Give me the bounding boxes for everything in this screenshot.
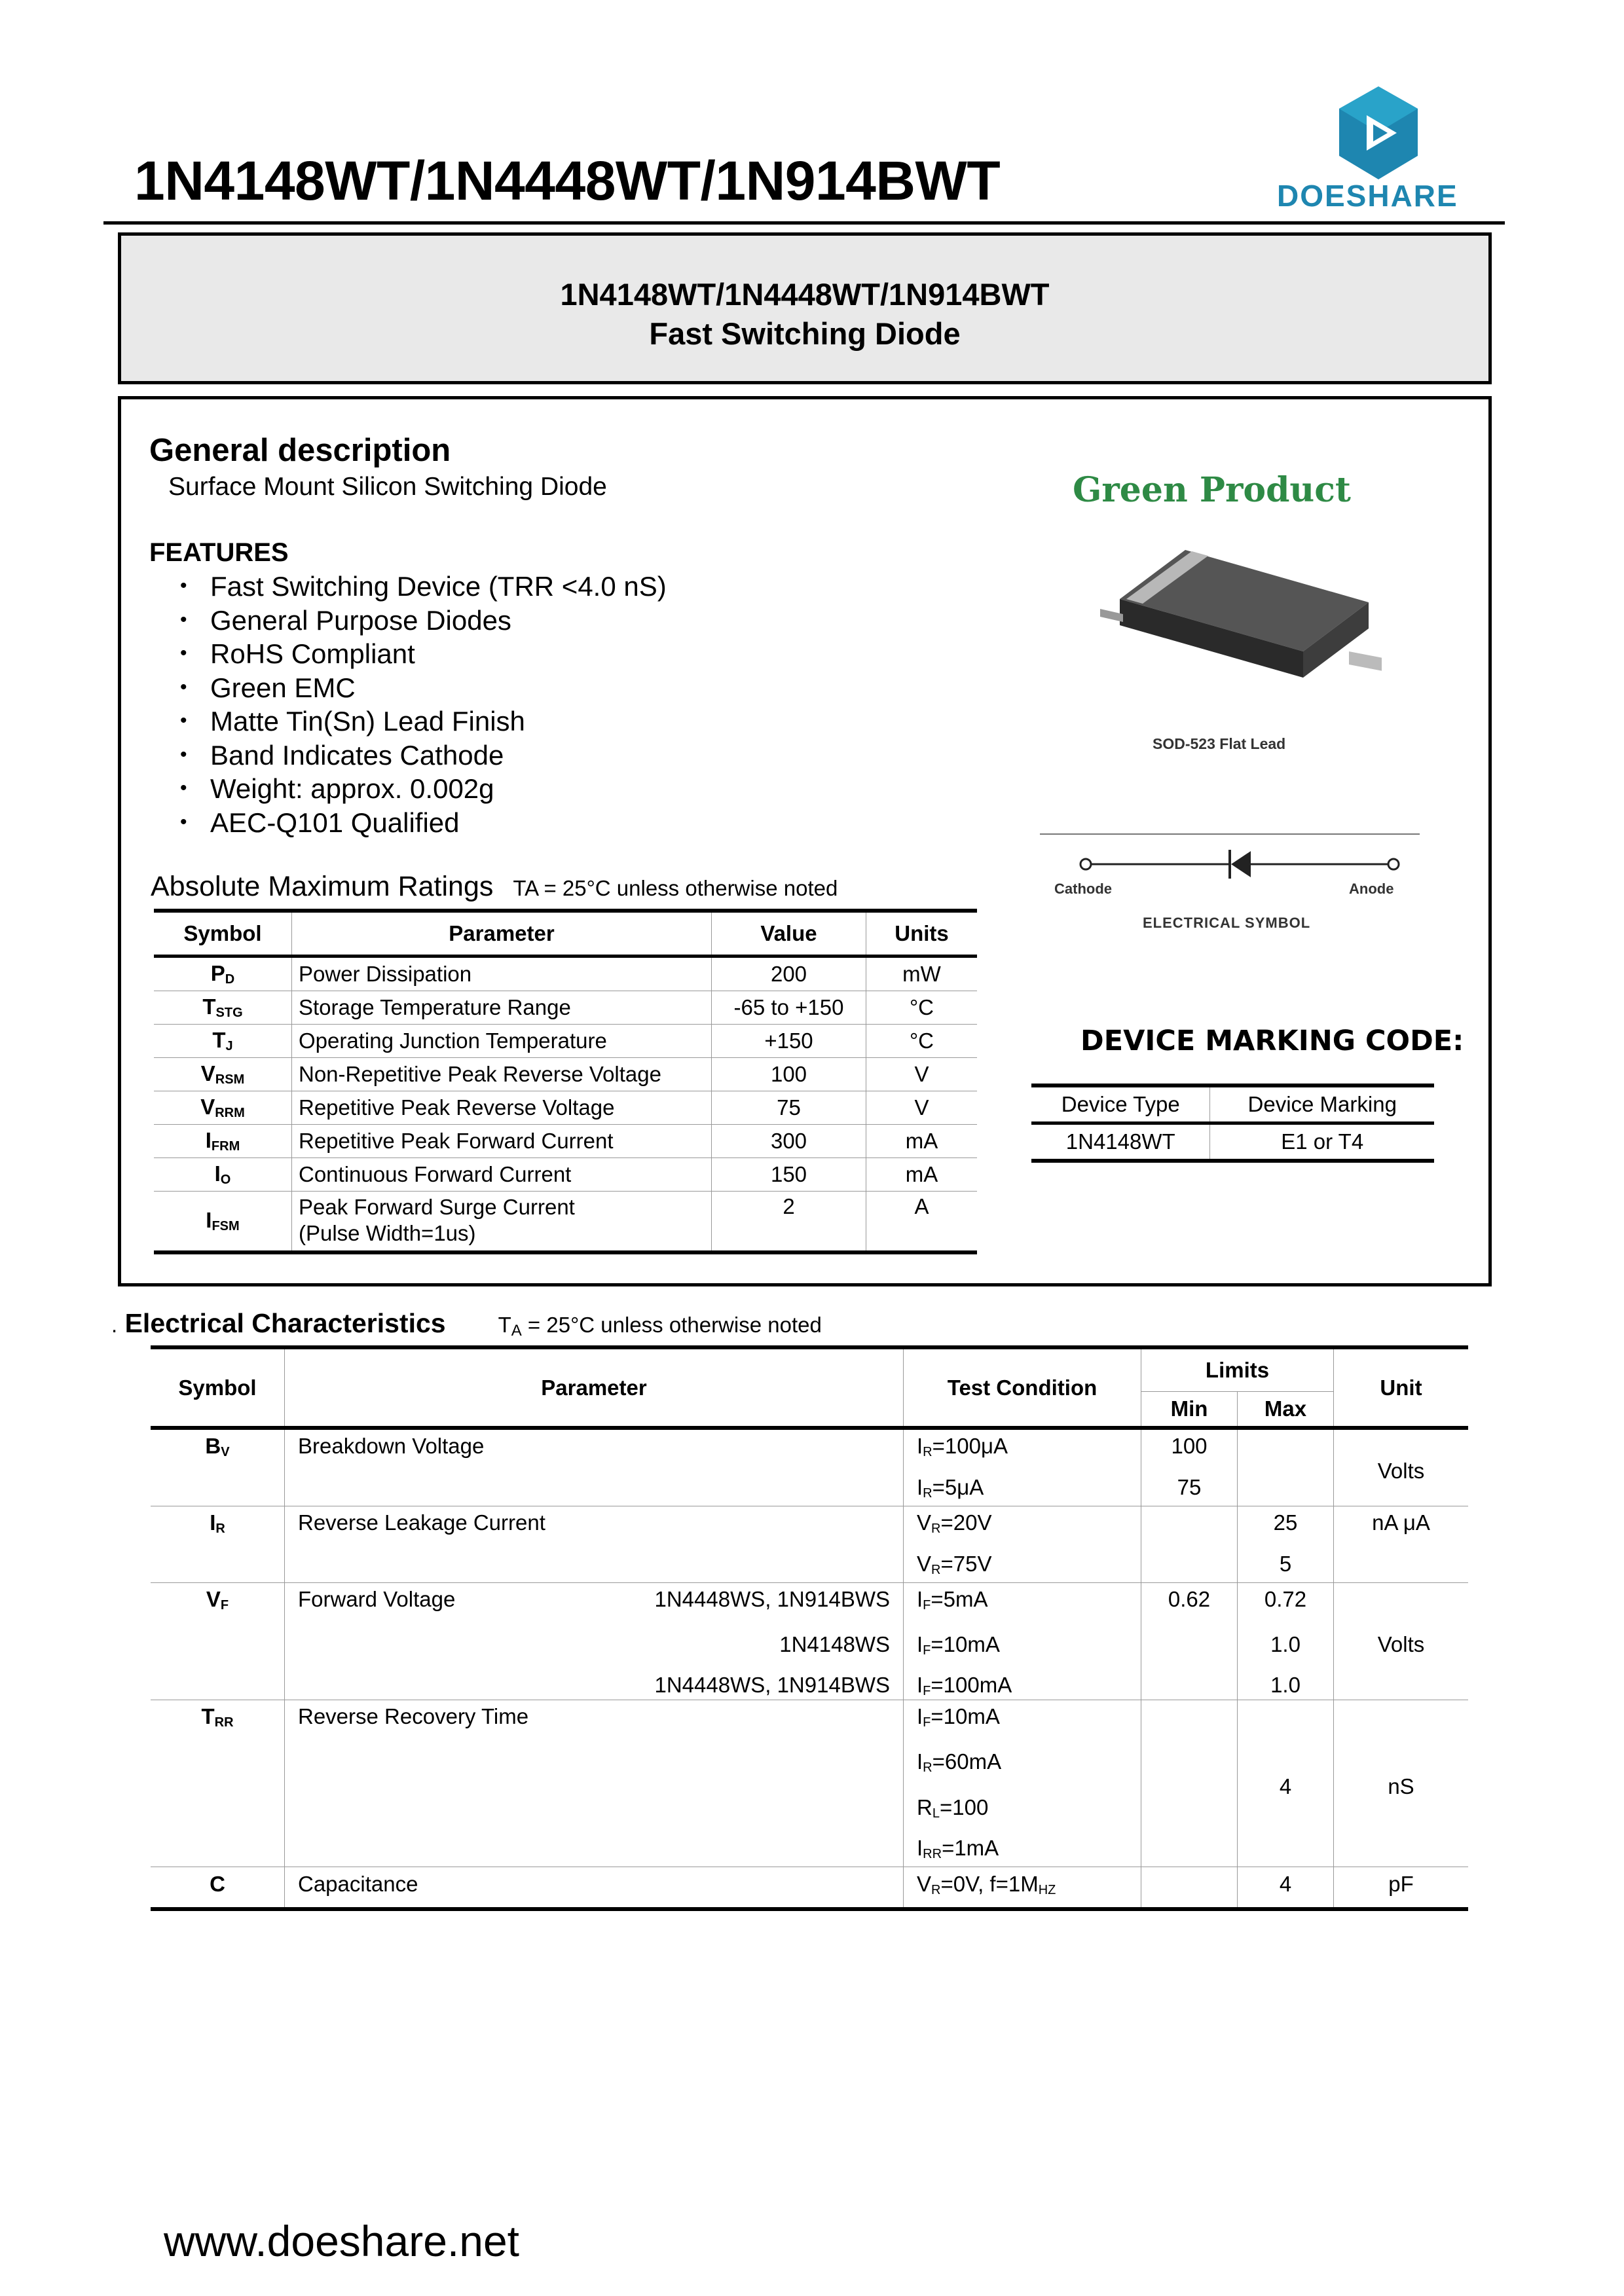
- general-description-text: Surface Mount Silicon Switching Diode: [168, 473, 607, 501]
- table-row: [154, 1192, 977, 1253]
- col-min: Min: [1141, 1392, 1238, 1429]
- table-row: [154, 1125, 977, 1158]
- condition-cell: $I_F=5mA$ $I_F=10mA$ $I_F=100mA$: [904, 1583, 1141, 1700]
- abs-max-ratings-heading: [151, 871, 838, 903]
- unit-cell: °C: [866, 991, 978, 1025]
- max-cell: 0.72 1.0 1.0: [1238, 1583, 1334, 1700]
- feature-item: • Weight: approx. 0.002g: [180, 772, 667, 806]
- unit-cell: nA μA: [1334, 1506, 1469, 1583]
- table-row: [154, 1058, 977, 1091]
- table-row: [151, 1506, 1468, 1583]
- parameter-cell: Continuous Forward Current: [292, 1158, 712, 1192]
- table-header-row: [1031, 1085, 1434, 1123]
- min-cell: 100 75: [1141, 1428, 1238, 1506]
- col-symbol: Symbol: [151, 1347, 285, 1428]
- unit-cell: V: [866, 1091, 978, 1125]
- symbol-cell: $I_{FSM}$: [154, 1192, 292, 1253]
- col-parameter: Parameter: [292, 911, 712, 957]
- unit-cell: mW: [866, 957, 978, 991]
- electrical-characteristics-title: Electrical Characteristics: [124, 1308, 446, 1338]
- table-header-row: [151, 1347, 1468, 1392]
- col-parameter: Parameter: [285, 1347, 904, 1428]
- min-cell: 0.62: [1141, 1583, 1238, 1700]
- condition-cell: $I_F=10mA$ $I_R=60mA$ $R_L=100$ $I_{RR}=1mA$: [904, 1700, 1141, 1867]
- symbol-cell: $V_{RSM}$: [154, 1058, 292, 1091]
- parameter-cell: Capacitance: [285, 1867, 904, 1910]
- symbol-cell: $I_R$: [210, 1510, 225, 1536]
- value-cell: 300: [712, 1125, 866, 1158]
- symbol-cell: $V_{RRM}$: [154, 1091, 292, 1125]
- parameter-cell: Peak Forward Surge Current (Pulse Width=1us): [292, 1192, 712, 1253]
- col-test-condition: Test Condition: [904, 1347, 1141, 1428]
- unit-cell: nS: [1334, 1700, 1469, 1867]
- feature-item: • Fast Switching Device (TRR <4.0 nS): [180, 570, 667, 604]
- symbol-cell: C: [210, 1872, 225, 1896]
- electrical-characteristics-heading: . Electrical Characteristics $T_A = 25^\circ C$ unless otherwise noted: [111, 1308, 822, 1339]
- title-divider: [103, 221, 1505, 225]
- parameter-cell: Repetitive Peak Reverse Voltage: [292, 1091, 712, 1125]
- unit-cell: °C: [866, 1025, 978, 1058]
- condition-cell: $V_R=0V$, $f=1M_{HZ}$: [904, 1867, 1141, 1910]
- features-heading: FEATURES: [149, 538, 289, 567]
- green-product-label: Green Product: [1073, 470, 1351, 510]
- unit-cell: mA: [866, 1158, 978, 1192]
- symbol-cell: $I_{FRM}$: [154, 1125, 292, 1158]
- table-row: [154, 1158, 977, 1192]
- table-row: [151, 1867, 1468, 1910]
- feature-item: • Matte Tin(Sn) Lead Finish: [180, 704, 667, 738]
- unit-cell: Volts: [1334, 1428, 1469, 1506]
- min-cell: [1141, 1867, 1238, 1910]
- package-label: SOD-523 Flat Lead: [1153, 735, 1286, 752]
- value-cell: +150: [712, 1025, 866, 1058]
- table-row: [154, 991, 977, 1025]
- min-cell: [1141, 1700, 1238, 1867]
- min-cell: [1141, 1506, 1238, 1583]
- title-banner: [118, 232, 1492, 384]
- symbol-cell: $V_F$: [206, 1587, 229, 1613]
- page-title: 1N4148WT/1N4448WT/1N914BWT: [134, 150, 1001, 211]
- table-header-row: [154, 911, 977, 957]
- device-marking-table: [1031, 1084, 1434, 1163]
- symbol-cell: $T_{STG}$: [154, 991, 292, 1025]
- value-cell: 75: [712, 1091, 866, 1125]
- value-cell: 150: [712, 1158, 866, 1192]
- feature-item: • Band Indicates Cathode: [180, 738, 667, 773]
- parameter-cell: Breakdown Voltage: [285, 1428, 904, 1506]
- col-units: Units: [866, 911, 978, 957]
- parameter-cell: Storage Temperature Range: [292, 991, 712, 1025]
- abs-max-ratings-title: Absolute Maximum Ratings: [151, 871, 494, 902]
- value-cell: 2: [712, 1192, 866, 1253]
- parameter-cell: Repetitive Peak Forward Current: [292, 1125, 712, 1158]
- col-limits: Limits: [1141, 1347, 1334, 1392]
- symbol-cell: $I_O$: [154, 1158, 292, 1192]
- max-cell: 4: [1238, 1867, 1334, 1910]
- table-row: [151, 1700, 1468, 1867]
- footer-website: www.doeshare.net: [164, 2217, 519, 2265]
- unit-cell: A: [866, 1192, 978, 1253]
- parameter-cell: Operating Junction Temperature: [292, 1025, 712, 1058]
- value-cell: -65 to +150: [712, 991, 866, 1025]
- device-marking-heading: DEVICE MARKING CODE:: [1080, 1025, 1464, 1057]
- anode-label: Anode: [1349, 881, 1394, 897]
- unit-cell: mA: [866, 1125, 978, 1158]
- condition-cell: $V_R=20V$ $V_R=75V$: [904, 1506, 1141, 1583]
- condition-cell: $I_R=100\mu A$ $I_R=5\mu A$: [904, 1428, 1141, 1506]
- banner-part-numbers: 1N4148WT/1N4448WT/1N914BWT: [560, 277, 1050, 312]
- table-row: [151, 1583, 1468, 1700]
- symbol-cell: $B_V$: [205, 1434, 230, 1459]
- table-row: [154, 1025, 977, 1058]
- col-unit: Unit: [1334, 1347, 1469, 1428]
- feature-item: • General Purpose Diodes: [180, 604, 667, 638]
- doeshare-logo-icon: [1333, 84, 1424, 182]
- sod523-package-image: [1080, 537, 1382, 707]
- feature-item: • RoHS Compliant: [180, 637, 667, 671]
- parameter-cell: Non-Repetitive Peak Reverse Voltage: [292, 1058, 712, 1091]
- col-device-marking: Device Marking: [1210, 1085, 1434, 1123]
- device-type-cell: 1N4148WT: [1031, 1123, 1210, 1161]
- col-max: Max: [1238, 1392, 1334, 1429]
- general-description-heading: General description: [149, 433, 451, 468]
- col-value: Value: [712, 911, 866, 957]
- feature-item: • Green EMC: [180, 671, 667, 705]
- abs-max-ratings-note: TA = 25°C unless otherwise noted: [513, 876, 838, 900]
- value-cell: 200: [712, 957, 866, 991]
- col-device-type: Device Type: [1031, 1085, 1210, 1123]
- table-row: [1031, 1123, 1434, 1161]
- symbol-cell: $T_{RR}$: [201, 1704, 234, 1730]
- electrical-characteristics-table: [151, 1345, 1468, 1911]
- parameter-cell: Power Dissipation: [292, 957, 712, 991]
- table-row: [154, 957, 977, 991]
- symbol-cell: $P_D$: [154, 957, 292, 991]
- table-row: [154, 1091, 977, 1125]
- unit-cell: V: [866, 1058, 978, 1091]
- electrical-characteristics-note: $T_A = 25^\circ C$ unless otherwise noted: [498, 1313, 822, 1339]
- feature-item: • AEC-Q101 Qualified: [180, 806, 667, 840]
- col-symbol: Symbol: [154, 911, 292, 957]
- parameter-cell: Reverse Leakage Current: [285, 1506, 904, 1583]
- value-cell: 100: [712, 1058, 866, 1091]
- features-list: [180, 570, 667, 839]
- parameter-cell: Forward Voltage 1N4448WS, 1N914BWS 1N4148WS 1N4448WS, 1N914BWS: [285, 1583, 904, 1700]
- electrical-symbol-caption: ELECTRICAL SYMBOL: [1143, 915, 1311, 931]
- unit-cell: Volts: [1334, 1583, 1469, 1700]
- max-cell: [1238, 1428, 1334, 1506]
- table-row: [151, 1428, 1468, 1506]
- abs-max-ratings-table: [154, 909, 977, 1254]
- max-cell: 4: [1238, 1700, 1334, 1867]
- unit-cell: pF: [1334, 1867, 1469, 1910]
- device-marking-cell: E1 or T4: [1210, 1123, 1434, 1161]
- doeshare-logo-text: DOESHARE: [1277, 179, 1458, 213]
- cathode-label: Cathode: [1054, 881, 1112, 897]
- max-cell: 25 5: [1238, 1506, 1334, 1583]
- banner-subtitle: Fast Switching Diode: [649, 316, 961, 351]
- symbol-cell: $T_J$: [154, 1025, 292, 1058]
- parameter-cell: Reverse Recovery Time: [285, 1700, 904, 1867]
